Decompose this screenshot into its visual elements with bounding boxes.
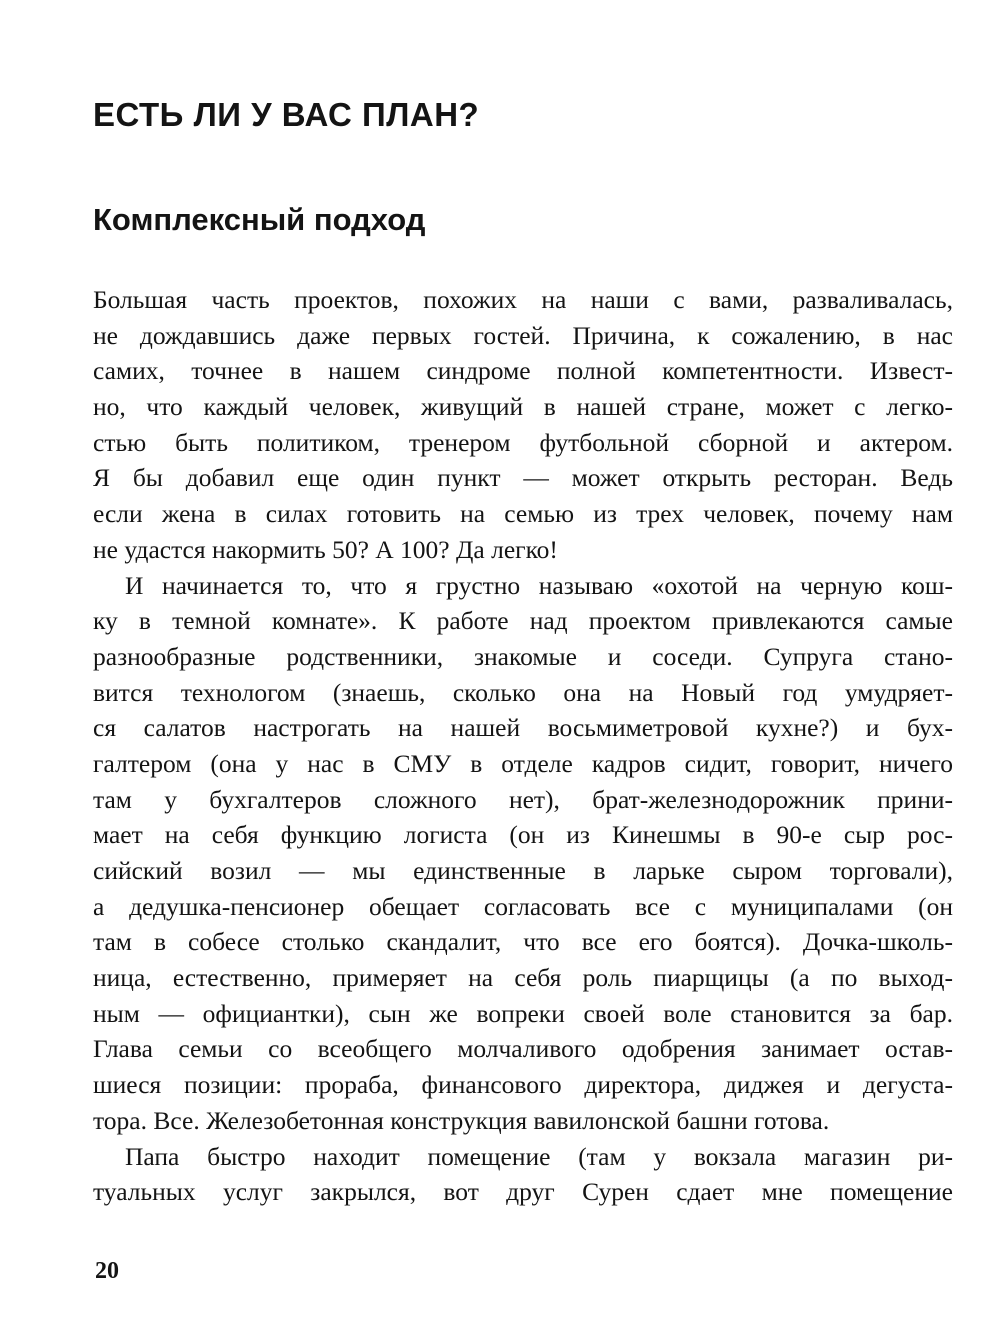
chapter-heading: ЕСТЬ ЛИ У ВАС ПЛАН? <box>93 96 480 133</box>
text-line: ница, естественно, примеряет на себя роль пиарщицы (а по выход- <box>93 963 953 993</box>
text-line: ным — официантки), сын же вопреки своей воле становится за бар. <box>93 998 953 1028</box>
text-line: Я бы добавил еще один пункт — может открыть ресторан. Ведь <box>93 463 953 493</box>
text-line: но, что каждый человек, живущий в нашей стране, может с легко- <box>93 392 953 422</box>
text-line: не дождавшись даже первых гостей. Причина, к сожалению, в нас <box>93 320 953 350</box>
text-line: ся салатов настрогать на нашей восьмиметровой кухне?) и бух- <box>93 713 953 743</box>
text-line: шиеся позиции: прораба, финансового директора, диджея и дегуста- <box>93 1070 953 1100</box>
text-line: стью быть политиком, тренером футбольной сборной и актером. <box>93 427 953 457</box>
text-line: там в собесе столько скандалит, что все его боятся). Дочка-школь- <box>93 927 953 957</box>
text-line: если жена в силах готовить на семью из трех человек, почему нам <box>93 499 953 529</box>
text-line: И начинается то, что я грустно называю «охотой на черную кош- <box>125 570 953 600</box>
text-line: Большая часть проектов, похожих на наши с вами, разваливалась, <box>93 285 953 314</box>
text-line: не удастся накормить 50? А 100? Да легко! <box>93 534 558 564</box>
text-line: самих, точнее в нашем синдроме полной компетентности. Извест- <box>93 356 953 386</box>
text-line: тора. Все. Железобетонная конструкция вавилонской башни готова. <box>93 1105 830 1135</box>
text-line: а дедушка-пенсионер обещает согласовать все с муниципалами (он <box>93 891 953 921</box>
text-line: Глава семьи со всеобщего молчаливого одобрения занимает остав- <box>93 1034 953 1064</box>
body-text <box>93 282 953 1210</box>
text-line: там у бухгалтеров сложного нет), брат-железнодорожник прини- <box>93 784 953 814</box>
text-line: мает на себя функцию логиста (он из Кинешмы в 90-е сыр рос- <box>93 820 953 850</box>
text-line: Папа быстро находит помещение (там у вокзала магазин ри- <box>125 1141 953 1171</box>
section-heading: Комплексный подход <box>93 202 426 237</box>
text-line: туальных услуг закрылся, вот друг Сурен сдает мне помещение <box>93 1177 953 1207</box>
text-line: вится технологом (знаешь, сколько она на Новый год умудряет- <box>93 677 953 707</box>
text-line: сийский возил — мы единственные в ларьке сыром торговали), <box>93 856 953 885</box>
text-line: разнообразные родственники, знакомые и соседи. Супруга стано- <box>93 641 953 671</box>
page-number: 20 <box>95 1258 119 1284</box>
text-line: ку в темной комнате». К работе над проектом привлекаются самые <box>93 606 953 636</box>
text-line: галтером (она у нас в СМУ в отделе кадров сидит, говорит, ничего <box>93 748 953 778</box>
